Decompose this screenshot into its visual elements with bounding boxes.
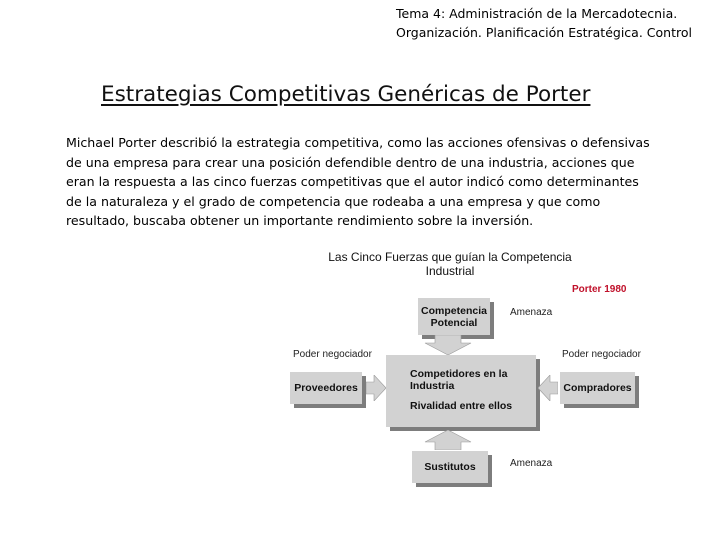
rivalry-label: Rivalidad entre ellos <box>410 400 513 412</box>
suppliers-box <box>290 372 362 404</box>
power-right-label: Poder negociador <box>562 349 641 360</box>
threat-top-label: Amenaza <box>510 307 553 318</box>
substitutes-label: Sustitutos <box>424 461 476 473</box>
buyers-label: Compradores <box>563 382 632 394</box>
header <box>396 4 692 42</box>
industry-competitors-label: Competidores en la Industria <box>410 368 508 392</box>
figure-title: Las Cinco Fuerzas que guían la Competencia Industrial <box>328 250 572 278</box>
suppliers-label: Proveedores <box>294 382 358 394</box>
porter-reference: Porter 1980 <box>572 284 627 295</box>
page-title: Estrategias Competitivas Genéricas de Porter <box>101 82 591 107</box>
buyers-box <box>560 372 635 404</box>
threat-bottom-label: Amenaza <box>510 458 553 469</box>
arrow-up-bottom <box>423 430 473 450</box>
header-line-1: Tema 4: Administración de la Mercadotecnia. <box>396 6 678 21</box>
potential-competition-label: Competencia Potencial <box>421 304 487 329</box>
potential-competition-box <box>418 298 490 335</box>
arrow-right-suppliers <box>366 375 386 401</box>
substitutes-box <box>412 451 488 483</box>
arrow-left-buyers <box>538 375 558 401</box>
arrow-down-top <box>423 335 473 355</box>
header-line-2: Organización. Planificación Estratégica. Control <box>396 25 692 40</box>
industry-competitors-box <box>386 355 536 427</box>
power-left-label: Poder negociador <box>293 349 372 360</box>
intro-paragraph: Michael Porter describió la estrategia competitiva, como las acciones ofensivas o defensivas de una empresa para crear una posición defendible dentro de una industria, acciones que eran la respuesta a las cinco fuerzas competitivas que el autor indicó como determinantes de la naturaleza y el grado de competencia que rodeaba a una empresa y que como resultado, buscaba obtener un importante rendimiento sobre la inversión. <box>66 135 650 228</box>
